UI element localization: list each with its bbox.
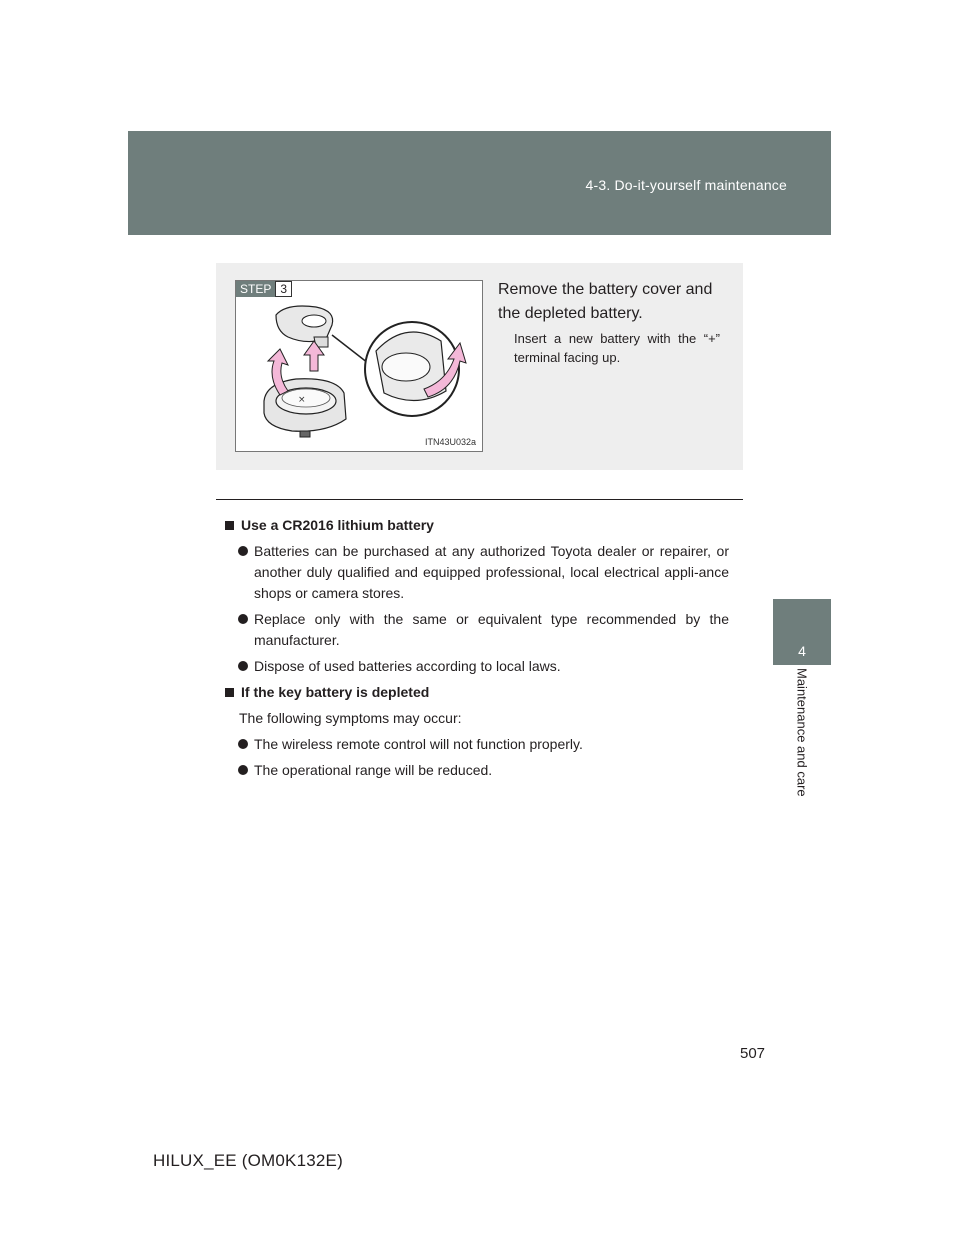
step-number: 3	[275, 281, 292, 297]
section-title: 4-3. Do-it-yourself maintenance	[585, 177, 787, 193]
chapter-tab	[773, 666, 831, 824]
header-band	[128, 131, 831, 235]
step-note: Insert a new battery with the “+” terminal facing up.	[514, 331, 720, 365]
chapter-tab-label: Maintenance and care	[794, 668, 810, 797]
list-item: The wireless remote control will not function properly.	[224, 734, 729, 755]
list-item: Batteries can be purchased at any authorized Toyota dealer or repairer, or another duly qualified and equipped professional, local electrical appli-ance shops or camera stores.	[224, 541, 729, 604]
step-box	[216, 263, 743, 470]
list-item: Dispose of used batteries according to local laws.	[224, 656, 729, 677]
svg-text:×: ×	[298, 395, 306, 405]
notes-section	[224, 515, 729, 786]
depleted-battery-heading: If the key battery is depleted	[224, 682, 729, 703]
step-tag	[236, 281, 292, 297]
list-item: Replace only with the same or equivalent type recommended by the manufacturer.	[224, 609, 729, 651]
symptoms-intro: The following symptoms may occur:	[239, 710, 462, 726]
page-number: 507	[740, 1045, 766, 1062]
document-code: HILUX_EE (OM0K132E)	[153, 1151, 343, 1170]
step-label: STEP	[236, 281, 275, 297]
list-item: The operational range will be reduced.	[224, 760, 729, 781]
image-code: ITN43U032a	[424, 437, 476, 447]
battery-type-heading: Use a CR2016 lithium battery	[224, 515, 729, 536]
chapter-tab-number: 4	[773, 599, 831, 665]
section-divider	[216, 499, 743, 500]
key-battery-illustration	[235, 280, 483, 452]
key-battery-drawing	[236, 281, 482, 451]
step-title: Remove the battery cover and the depleted battery.	[498, 281, 713, 322]
